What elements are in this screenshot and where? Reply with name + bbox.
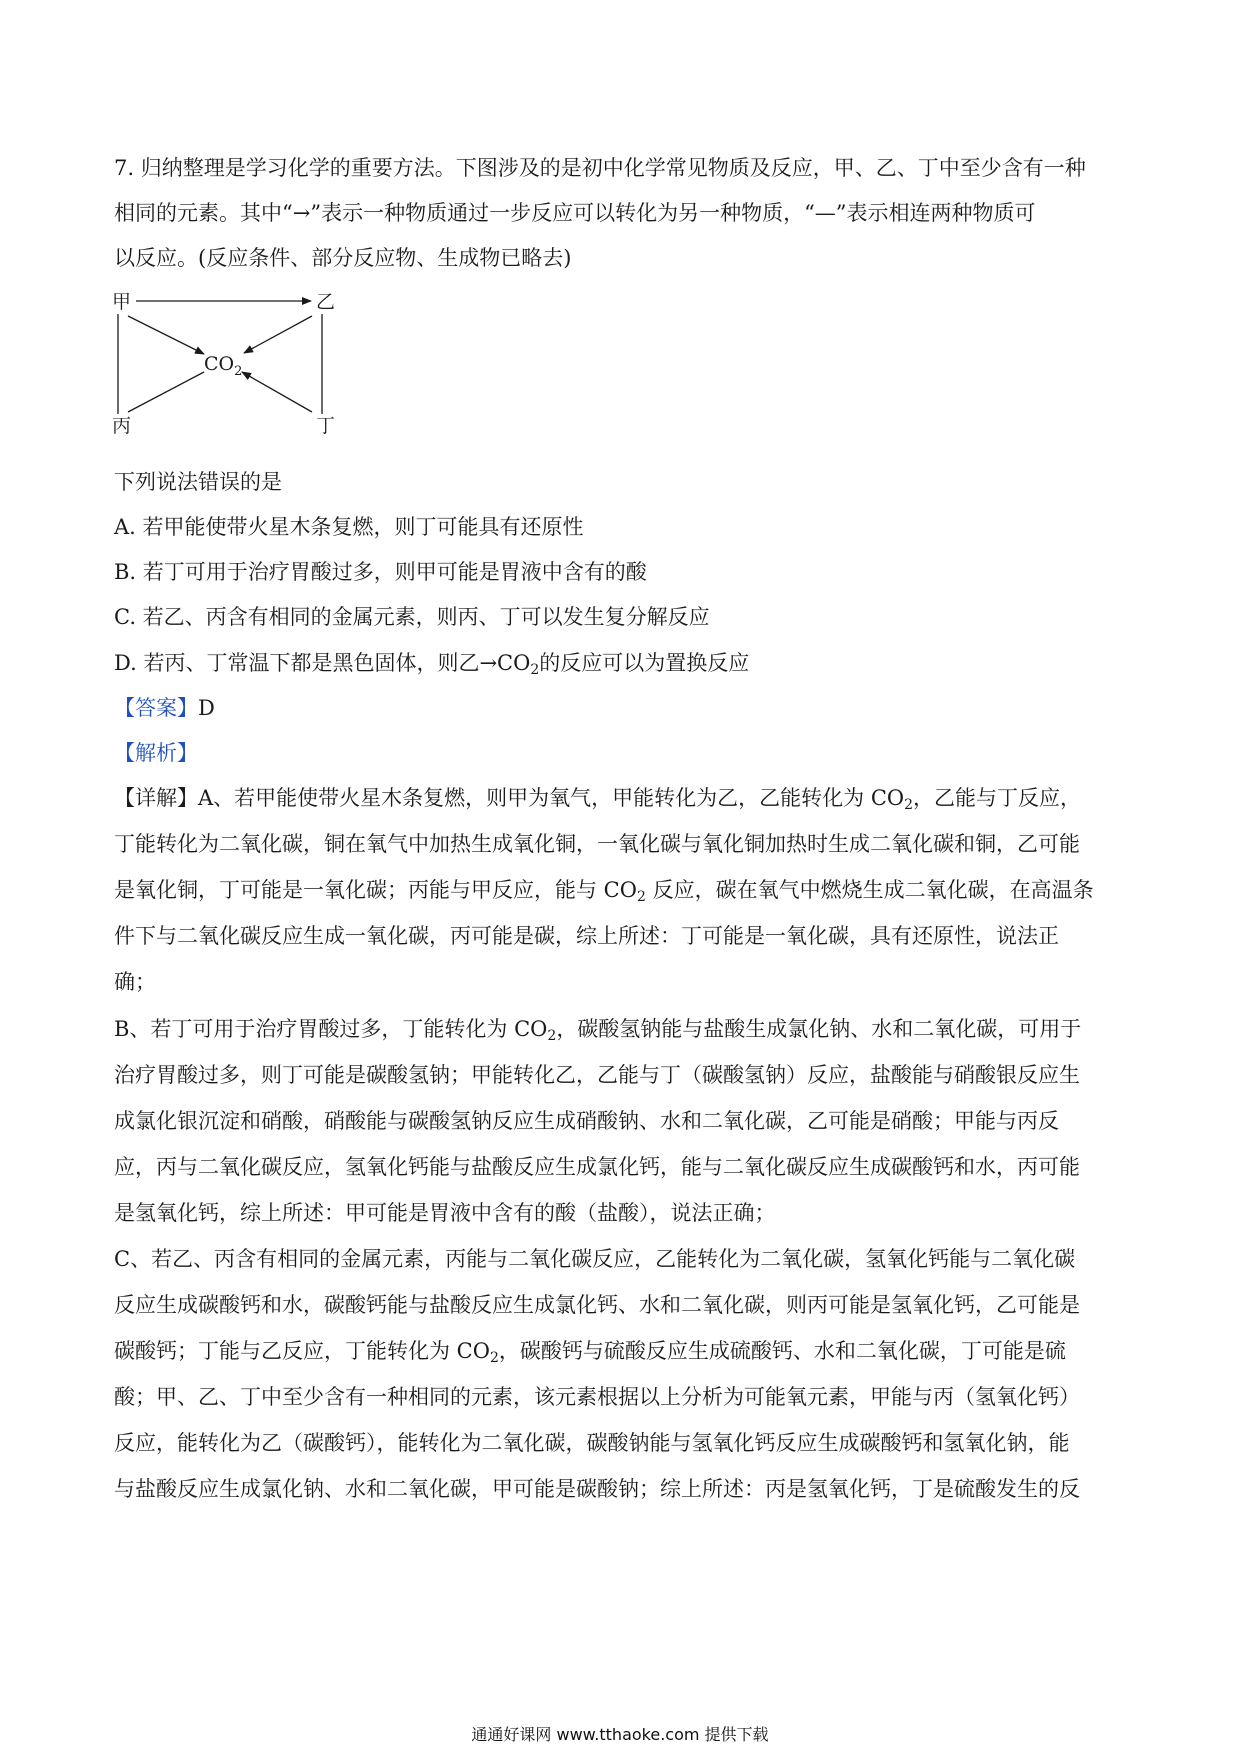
detail-line-12: 反应生成碳酸钙和水，碳酸钙能与盐酸反应生成氯化钙、水和二氧化碳，则丙可能是氢氧化钙，乙可能是: [114, 1293, 1080, 1317]
detail-line-1: 【详解】A、若甲能使带火星木条复燃，则甲为氧气，甲能转化为乙，乙能转化为 $CO_2$，乙能与丁反应，: [114, 786, 1082, 813]
arrow-ding-to-co2: [242, 372, 312, 412]
question-stem-line-2: 相同的元素。其中“→”表示一种物质通过一步反应可以转化为另一种物质，“—”表示相连两种物质可: [114, 201, 1036, 225]
detail-line-9: 应，丙与二氧化碳反应，氢氧化钙能与盐酸反应生成氯化钙，能与二氧化碳反应生成碳酸钙和水，丙可能: [114, 1155, 1080, 1179]
arrow-yi-to-co2: [244, 316, 312, 353]
link-bing-co2: [128, 372, 204, 412]
detail-line-15: 反应，能转化为乙（碳酸钙），能转化为二氧化碳，碳酸钠能与氢氧化钙反应生成碳酸钙和氢氧化钠，能: [114, 1431, 1070, 1455]
node-co2: $CO_2$: [204, 353, 243, 379]
reaction-diagram: [108, 290, 348, 454]
answer-label: 【答案】: [114, 696, 198, 720]
detail-line-10: 是氢氧化钙，综上所述：甲可能是胃液中含有的酸（盐酸），说法正确；: [114, 1201, 776, 1225]
detail-line-13: 碳酸钙；丁能与乙反应，丁能转化为 $CO_2$，碳酸钙与硫酸反应生成硫酸钙、水和二氧化碳，丁可能是硫: [114, 1339, 1066, 1366]
question-stem-line-3: 以反应。(反应条件、部分反应物、生成物已略去): [114, 246, 572, 270]
analysis-label: 【解析】: [114, 741, 198, 765]
answer-value: D: [198, 696, 215, 720]
detail-label: 【详解】: [114, 786, 198, 810]
arrow-jia-to-co2: [128, 316, 204, 354]
detail-line-3: 是氧化铜，丁可能是一氧化碳；丙能与甲反应，能与 $CO_2$ 反应，碳在氧气中燃烧生成二氧化碳，在高温条: [114, 878, 1094, 905]
detail-line-11: C、若乙、丙含有相同的金属元素，丙能与二氧化碳反应，乙能转化为二氧化碳，氢氧化钙能与二氧化碳: [114, 1247, 1076, 1271]
option-a: A. 若甲能使带火星木条复燃，则丁可能具有还原性: [114, 515, 584, 539]
question-prompt: 下列说法错误的是: [114, 470, 282, 494]
node-ding: 丁: [316, 415, 336, 437]
node-jia: 甲: [112, 291, 132, 313]
detail-line-16: 与盐酸反应生成氯化钠、水和二氧化碳，甲可能是碳酸钠；综上所述：丙是氢氧化钙，丁是硫酸发生的反: [114, 1477, 1080, 1501]
answer-line: [114, 694, 1124, 722]
detail-line-4: 件下与二氧化碳反应生成一氧化碳，丙可能是碳，综上所述：丁可能是一氧化碳，具有还原性，说法正: [114, 924, 1059, 948]
footer-watermark: 通通好课网 www.tthaoke.com 提供下载: [471, 1725, 769, 1744]
detail-line-8: 成氯化银沉淀和硝酸，硝酸能与碳酸氢钠反应生成硝酸钠、水和二氧化碳，乙可能是硝酸；甲能与丙反: [114, 1109, 1059, 1133]
option-b: B. 若丁可用于治疗胃酸过多，则甲可能是胃液中含有的酸: [114, 560, 647, 584]
detail-line-7: 治疗胃酸过多，则丁可能是碳酸氢钠；甲能转化乙，乙能与丁（碳酸氢钠）反应，盐酸能与硝酸银反应生: [114, 1063, 1080, 1087]
detail-line-5: 确；: [114, 970, 156, 994]
option-d: D. 若丙、丁常温下都是黑色固体，则乙$\to CO_2$的反应可以为置换反应: [114, 651, 750, 678]
detail-line-6: B、若丁可用于治疗胃酸过多，丁能转化为 $CO_2$，碳酸氢钠能与盐酸生成氯化钠、水和二氧化碳，可用于: [114, 1017, 1082, 1044]
node-yi: 乙: [316, 291, 336, 313]
question-stem-line-1: 7. 归纳整理是学习化学的重要方法。下图涉及的是初中化学常见物质及反应，甲、乙、丁中至少含有一种: [114, 156, 1086, 180]
detail-line-14: 酸；甲、乙、丁中至少含有一种相同的元素，该元素根据以上分析为可能氧元素，甲能与丙（氢氧化钙）: [114, 1385, 1080, 1409]
detail-line-2: 丁能转化为二氧化碳，铜在氧气中加热生成氧化铜，一氧化碳与氧化铜加热时生成二氧化碳和铜，乙可能: [114, 832, 1080, 856]
node-bing: 丙: [112, 415, 132, 437]
option-c: C. 若乙、丙含有相同的金属元素，则丙、丁可以发生复分解反应: [114, 605, 710, 629]
